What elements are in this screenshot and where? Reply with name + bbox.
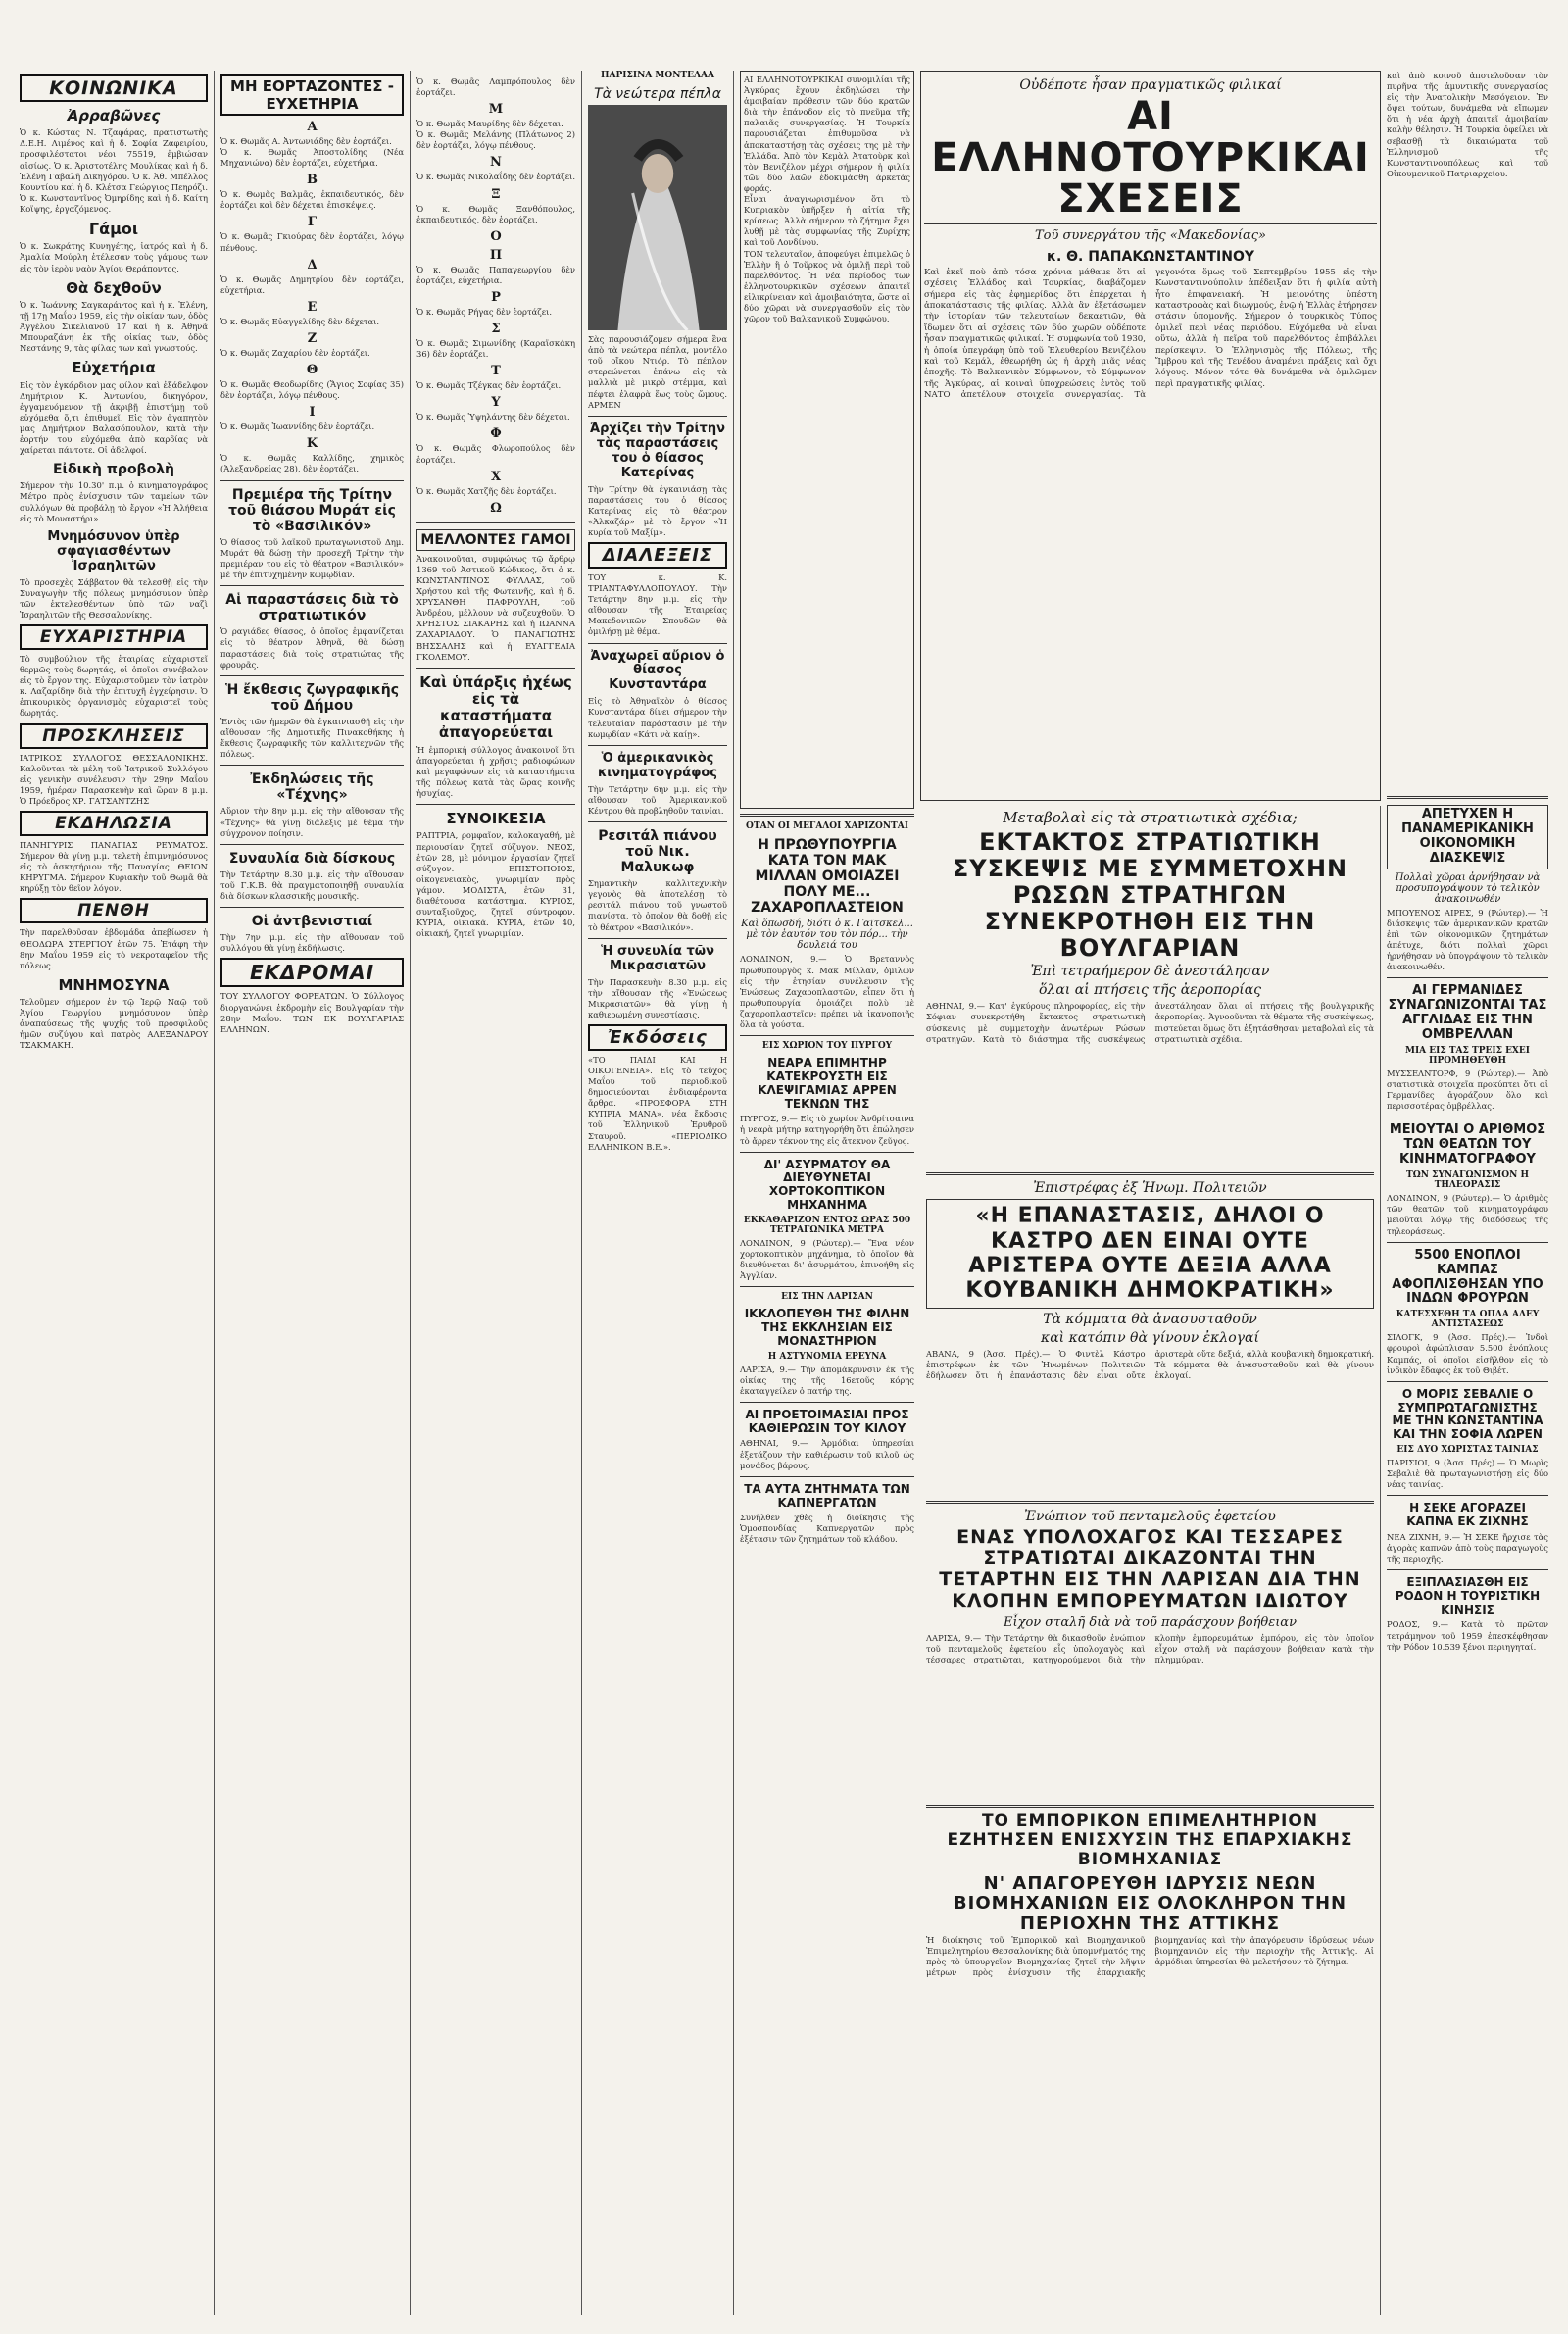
thanks-text: Εἰς τὸν ἐγκάρδιον μας φίλον καὶ ἐξάδελφον Δημήτριον Κ. Ἀντωνίου, δικηγόρον, ἐγγαμευόμενον τῇ ἀκριβῇ ἐπιστήμῃ τοῦ εὐχόμεθα ὅ,τι ἐπιθυμεῖ. Εἰς τὸν ἀγαπητὸν μας Δημήτριον Βαλασόπουλον, κατὰ τὴν ἐορτήν του εὐχόμεθα ἀπὸ καρδίας νὰ χαίρεται πάντοτε. Οἱ ἀδελφοί. <box>20 379 208 456</box>
larisa-title: ΙΚΚΛΟΠΕΥΘΗ ΤΗΣ ΦΙΛΗΝ ΤΗΣ ΕΚΚΛΗΣΙΑΝ ΕΙΣ ΜΟΝΑΣΤΗΡΙΟΝ <box>744 1307 910 1348</box>
letter-beta: Β <box>307 173 318 188</box>
castro-text: ΑΒΑΝΑ, 9 (Ἀσσ. Πρές).— Ὁ Φιντὲλ Κάστρο ἐπιστρέφων ἐκ τῶν Ἡνωμένων Πολιτειῶν ἐδήλωσεν ὅτι ἡ ἐπανάστασις δὲν εἶναι οὔτε ἀριστερὰ οὔτε δεξιά, ἀλλὰ κουβανικὴ δημοκρατική. Τὰ κόμματα θὰ ἀνασυσταθοῦν καὶ θὰ γίνουν ἐκλογαί. <box>926 1348 1374 1380</box>
asia-minor-title: Ἡ συνευλία τῶν Μικρασιατῶν <box>601 943 714 973</box>
khampa-subtitle: ΚΑΤΕΣΧΕΘΗ ΤΑ ΟΠΛΑ ΑΛΕΥ ΑΝΤΙΣΤΑΣΕΩΣ <box>1396 1310 1540 1330</box>
industry-headline: ΤΟ ΕΜΠΟΡΙΚΟΝ ΕΠΙΜΕΛΗΤΗΡΙΟΝ ΕΖΗΤΗΣΕΝ ΕΝΙΣΧΥΣΙΝ ΤΗΣ ΕΠΑΡΧΙΑΚΗΣ ΒΙΟΜΗΧΑΝΙΑΣ <box>947 1811 1353 1870</box>
non-celebrants-title: ΜΗ ΕΟΡΤΑΖΟΝΤΕΣ - ΕΥΧΕΤΗΡΙΑ <box>220 74 404 116</box>
entry: Ὁ κ. Θωμᾶς Μαυρίδης δὲν δέχεται. <box>416 119 564 129</box>
invitations-title: ΠΡΟΣΚΛΗΣΕΙΣ <box>20 723 208 749</box>
events-text: ΠΑΝΗΓΥΡΙΣ ΠΑΝΑΓΙΑΣ ΡΕΥΜΑΤΟΣ. Σήμερον θὰ γίνῃ μ.μ. τελετὴ ἐπιμνημόσυνος εἰς τὸ ἀσκητήριον τῆς Παναγίας. ΘΕΙΟΝ ΚΗΡΥΓΜΑ. Σήμερον Κυριακὴν τοῦ Θωμᾶ θὰ κηρύξῃ τὸν θεῖον λόγον. <box>20 839 208 894</box>
receptions-text: Ὁ κ. Ἰωάννης Σαγκαράντος καὶ ἡ κ. Ἐλένη, τῇ 17ῃ Μαΐου 1959, εἰς τὴν οἰκίαν των, ὁδὸς Ἀγγέλου Σικελιανοῦ 17 καὶ ἡ κ. Ἀθηνᾶ Μπουραζάνη ἐκ τῆς οἰκίας των, ὁδὸς Νεστάνης 9, τὰς φίλας των καὶ γνωστούς. <box>20 299 208 354</box>
macmillan-subtitle: Καὶ ὅπωσδή, διότι ὁ κ. Γαϊτσκελ... μὲ τὸν ἑαυτόν του τὸν πόρ... τὴν δουλειά του <box>741 919 913 952</box>
castro-sub-1: Τὰ κόμματα θὰ ἀνασυσταθοῦν <box>1043 1311 1257 1327</box>
noise-ban-title: Καὶ ὑπάρξις ἠχέως εἰς τὰ καταστήματα ἀπαγορεύεται <box>419 672 572 742</box>
engagements-text: Ὁ κ. Κώστας Ν. Τζαφάρας, πρατιστωτὴς Δ.Ε.Η. Λιμένος καὶ ἡ δ. Σοφία Ζαφειρίου, προσφιλέστατοι νέοι 75519, ἐμβιώσαν αἰσίως. Ὁ κ. Ἀριστοτέλης Μουλίκας καὶ ἡ δ. Ἑλένη Γαβαλῆ Δικηγόρου. Ὁ κ. Ἀθ. Μπέλλος Κουντίου καὶ ἡ δ. Κλέτσα Γεώργιος Πεηρόζι. Ὁ κ. Κωνσταντῖνος Ὀμηρίδης καὶ ἡ δ. Καίτη Κοϊψης, ἐργαζόμενος. <box>20 127 208 214</box>
intro-text: ΑΙ ΕΛΛΗΝΟΤΟΥΡΚΙΚΑΙ συνομιλίαι τῆς Ἀγκύρας ἔχουν ἐκδηλώσει τὴν ἀμοιβαίαν πρόθεσιν τῶν δύο κρατῶν διὰ τὴν ἐπάνοδον εἰς τὸ πνεῦμα τῆς παλαιᾶς συνεργασίας. Ἡ Τουρκία παρουσιάζεται ἐπιθυμοῦσα νὰ ἀποκαταστήσῃ τὰς σχέσεις της μὲ τὴν Ἑλλάδα. Ἀπὸ τὸν Κεμὰλ Ἀτατοὺρκ καὶ τὸν Βενιζέλον μέχρι σήμερον ἡ φιλία τῶν δύο λαῶν ἐδοκιμάσθη ἀρκετάς φοράς. <box>744 74 910 193</box>
departure-text: Εἰς τὸ Ἀθηναϊκὸν ὁ θίασος Κυνσταντάρα δίνει σήμερον τὴν τελευταίαν παράστασιν μὲ τὴν κωμῳδίαν «Κάτι νὰ καίῃ». <box>588 696 727 739</box>
entry: Ὁ κ. Θωμᾶς Ρήγας δὲν ἑορτάζει. <box>416 306 553 317</box>
entry: Ὁ κ. Θωμᾶς Τζέγκας δὲν ἑορτάζει. <box>416 380 562 391</box>
exhibition-text: Ἐντὸς τῶν ἡμερῶν θὰ ἐγκαινιασθῇ εἰς τὴν αἴθουσαν τῆς Δημοτικῆς Πινακοθήκης ἡ ἔκθεσις ζωγραφικῆς τῶν καλλιτεχνῶν τῆς πόλεως. <box>220 716 404 760</box>
entry: Ὁ κ. Θωμᾶς Θεοδωρίδης (Ἅγιος Σοφίας 35) δὲν ἑορτάζει, λόγῳ πένθους. <box>220 379 404 401</box>
recital-text: Σημαντικὴν καλλιτεχνικὴν γεγονὸς θὰ ἀποτελέσῃ τὸ ρεσιτάλ πιάνου τοῦ γνωστοῦ πιανίστα, τὸ ὁποῖον θὰ δοθῇ εἰς τὸ θέατρον «Βασιλικόν». <box>588 878 727 932</box>
memorials-title: ΜΝΗΜΟΣΥΝΑ <box>58 975 170 994</box>
entry: Ὁ κ. Θωμᾶς Νικολαΐδης δὲν ἑορτάζει. <box>416 172 575 182</box>
cinema-text: ΛΟΝΔΙΝΟΝ, 9 (Ρώυτερ).— Ὁ ἀριθμὸς τῶν θεατῶν τοῦ κινηματογράφου μειοῦται λόγῳ τῆς διαδόσεως τῆς τηλεοράσεως. <box>1387 1193 1548 1236</box>
thanks-title: Εὐχετήρια <box>72 359 156 377</box>
umbrella-subtitle: ΜΙΑ ΕΙΣ ΤΑΣ ΤΡΕΙΣ ΕΧΕΙ ΠΡΟΜΗΘΕΥΘΗ <box>1405 1046 1530 1067</box>
excursions-text: ΤΟΥ ΣΥΛΛΟΓΟΥ ΦΟΡΕΑΤΩΝ. Ὁ Σύλλογος διοργανώνει ἐκδρομὴν εἰς Βουλγαρίαν τὴν 28ην Μαΐου. ΤΩΝ ΕΚ ΒΟΥΛΓΑΡΙΑΣ ΕΛΛΗΝΩΝ. <box>220 991 404 1034</box>
letter-upsilon: Υ <box>491 395 501 411</box>
entry: Ὁ κ. Θωμᾶς Ξανθόπουλος, ἐκπαιδευτικός, δὲν ἑορτάζει. <box>416 203 575 224</box>
kilo-title: ΑΙ ΠΡΟΕΤΟΙΜΑΣΙΑΙ ΠΡΟΣ ΚΑΘΙΕΡΩΣΙΝ ΤΟΥ ΚΙΛΟΥ <box>745 1407 909 1435</box>
letter-nu: Ν <box>490 155 502 171</box>
trial-headline: ΕΝΑΣ ΥΠΟΛΟΧΑΓΟΣ ΚΑΙ ΤΕΣΣΑΡΕΣ ΣΤΡΑΤΙΩΤΑΙ ΔΙΚΑΖΟΝΤΑΙ ΤΗΝ ΤΕΤΑΡΤΗΝ ΕΙΣ ΤΗΝ ΛΑΡΙΣΑΝ ΔΙΑ ΤΗΝ ΚΛΟΠΗΝ ΕΜΠΟΡΕΥΜΑΤΩΝ ΙΔΙΩΤΟΥ <box>939 1525 1361 1613</box>
letter-omega: Ω <box>490 500 502 516</box>
larisa-kicker: ΕΙΣ ΤΗΝ ΛΑΡΙΣΑΝ <box>781 1292 873 1303</box>
soldiers-text: Ὁ ραγιάδες θίασος, ὁ ὁποῖος ἐμφανίζεται εἰς τὸ θέατρον Ἀθηνᾶ, θὰ δώσῃ παραστάσεις διὰ τοὺς στρατιώτας τῆς φρουρᾶς. <box>220 626 404 670</box>
concert-text: Τὴν Τετάρτην 8.30 μ.μ. εἰς τὴν αἴθουσαν τοῦ Γ.Κ.Β. θὰ πραγματοποιηθῇ συναυλία διὰ δίσκων κλασσικῆς μουσικῆς. <box>220 869 404 902</box>
adventists-text: Τὴν 7ην μ.μ. εἰς τὴν αἴθουσαν τοῦ συλλόγου θὰ γίνῃ ἐκδήλωσις. <box>220 932 404 954</box>
lectures-title: ΔΙΑΛΕΞΕΙΣ <box>588 542 727 569</box>
greek-turkish-intro <box>740 71 914 809</box>
entry: Ὁ κ. Θωμᾶς Ἰωαννίδης δὲν ἑορτάζει. <box>220 422 375 432</box>
social-section-title: ΚΟΙΝΩΝΙΚΑ <box>20 74 208 102</box>
mourning-text: Τὴν παρελθοῦσαν ἐβδομάδα ἀπεβίωσεν ἡ ΘΕΟΔΩΡΑ ΣΤΕΡΓΙΟΥ ἐτῶν 75. Ἐτάφη τὴν 8ην Μαΐου 1959 εἰς τὸ νεκροταφεῖον τῆς πόλεως. <box>20 927 208 970</box>
trial-kicker: Ἐνώπιον τοῦ πενταμελοῦς ἐφετείου <box>1024 1508 1276 1524</box>
letter-epsilon: Ε <box>307 299 318 315</box>
entry: Ὁ κ. Θωμᾶς Ζαχαρίου δὲν ἑορτάζει. <box>220 347 370 358</box>
chevalier-title: Ο ΜΟΡΙΣ ΣΕΒΑΛΙΕ Ο ΣΥΜΠΡΩΤΑΓΩΝΙΣΤΗΣ ΜΕ ΤΗΝ ΚΩΝΣΤΑΝΤΙΝΑ ΚΑΙ ΤΗΝ ΣΟΦΙΑ ΛΩΡΕΝ <box>1392 1386 1544 1442</box>
castro-headline: «Η ΕΠΑΝΑΣΤΑΣΙΣ, ΔΗΛΟΙ Ο ΚΑΣΤΡΟ ΔΕΝ ΕΙΝΑΙ ΟΥΤΕ ΑΡΙΣΤΕΡΑ ΟΥΤΕ ΔΕΞΙΑ ΑΛΛΑ ΚΟΥΒΑΝΙΚΗ ΔΗΜΟΚΡΑΤΙΚΗ» <box>926 1199 1374 1308</box>
letter-theta: Θ <box>306 363 318 378</box>
column-social <box>14 71 215 2315</box>
letter-mu: Μ <box>488 102 504 118</box>
events-title: ΕΚΔΗΛΩΣΙΑ <box>20 811 208 836</box>
techni-title: Ἐκδηλώσεις τῆς «Τέχνης» <box>250 771 374 804</box>
intro-lower-text: ΤΟΝ τελευταῖον, ἀποφεύγει ἐπιμελῶς ὁ Ἑλλὴν ἢ ὁ Τοῦρκος νὰ ὁμιλῇ περὶ τοῦ παρελθόντος. Ἡ νέα περίοδος τῶν ἑλληνοτουρκικῶν σχέσεων ἀπαιτεῖ εἰλικρίνειαν καὶ ἀμοιβαιότητα, ὥστε αἱ δύο χῶραι νὰ συνεργασθοῦν εἰς τὸν χῶρον τοῦ Βαλκανικοῦ Συμφώνου. <box>744 248 910 324</box>
trial-text: ΛΑΡΙΣΑ, 9.— Τὴν Τετάρτην θὰ δικασθοῦν ἐνώπιον τοῦ πενταμελοῦς ἐφετείου εἷς ὑπολοχαγὸς καὶ τέσσαρες στρατιῶται, κατηγορούμενοι διὰ τὴν κλοπὴν ἐμπορευμάτων ἐμπόρου, εἰς τὸν ὁποῖον εἶχον σταλῆ νὰ παράσχουν βοήθειαν κατὰ τὴν πλημμύραν. <box>926 1632 1374 1665</box>
mourning-title: ΠΕΝΘΗ <box>20 898 208 923</box>
adventists-title: Οἱ ἀντβενιστιαί <box>251 914 373 930</box>
techni-text: Αὔριον τὴν 8ην μ.μ. εἰς τὴν αἴθουσαν τῆς «Τέχνης» θὰ γίνῃ διάλεξις μὲ θέμα τὴν σύγχρονον ποίησιν. <box>220 806 404 838</box>
soldiers-title: Αἱ παραστάσεις διὰ τὸ στρατιωτικόν <box>225 592 399 624</box>
premiere-title: Πρεμιέρα τῆς Τρίτην τοῦ θιάσου Μυράτ εἰς τὸ «Βασιλικόν» <box>228 486 396 534</box>
military-headline: ΕΚΤΑΚΤΟΣ ΣΤΡΑΤΙΩΤΙΚΗ ΣΥΣΚΕΨΙΣ ΜΕ ΣΥΜΜΕΤΟΧΗΝ ΡΩΣΩΝ ΣΤΡΑΤΗΓΩΝ ΣΥΝΕΚΡΟΤΗΘΗ ΕΙΣ ΤΗΝ ΒΟΥΛΓΑΡΙΑΝ <box>952 828 1348 962</box>
entry: Ὁ κ. Θωμᾶς Παπαγεωργίου δὲν ἑορτάζει, εὐχετήρια. <box>416 264 575 285</box>
umbrella-title: ΑΙ ΓΕΡΜΑΝΙΔΕΣ ΣΥΝΑΓΩΝΙΖΟΝΤΑΙ ΤΑΣ ΑΓΓΛΙΔΑΣ ΕΙΣ ΤΗΝ ΟΜΒΡΕΛΛΑΝ <box>1388 983 1547 1043</box>
main-headline: ΑΙ ΕΛΛΗΝΟΤΟΥΡΚΙΚΑΙ ΣΧΕΣΕΙΣ <box>924 96 1377 224</box>
letter-tau: Τ <box>491 364 501 379</box>
receptions-title: Θὰ δεχθοῦν <box>66 278 162 297</box>
letter-omicron: Ο <box>490 228 502 244</box>
khampa-text: ΣΙΛΟΓΚ, 9 (Ἀσσ. Πρές).— Ἰνδοὶ φρουροὶ ἀφώπλισαν 5.500 ἐνόπλους Καμπάς, οἱ ὁποῖοι εἰσῆλθον εἰς τὸ ἰνδικὸν ἔδαφος ἐκ τοῦ Θιβέτ. <box>1387 1332 1548 1375</box>
larisa-text: ΛΑΡΙΣΑ, 9.— Τὴν ἀπομάκρυνσιν ἐκ τῆς οἰκίας της τῆς 16ετοῦς κόρης ἐκαταγγείλεν ὁ πατήρ της. <box>740 1364 914 1396</box>
chevalier-text: ΠΑΡΙΣΙΟΙ, 9 (Ἀσσ. Πρές).— Ὁ Μωρὶς Σεβαλιὲ θὰ πρωταγωνιστήσῃ εἰς δύο νέας ταινίας. <box>1387 1457 1548 1490</box>
letter-pi: Π <box>489 247 503 263</box>
letter-gamma: Γ <box>307 215 318 230</box>
letter-kappa: Κ <box>306 436 318 452</box>
katerina-text: Τὴν Τρίτην θὰ ἐγκαινιάσῃ τὰς παραστάσεις του ὁ θίασος Κατερίνας εἰς τὸ θέατρον «Ἀλκαζάρ» μὲ τὸ ἔργον «Ἡ κυρία τοῦ Μαξίμ». <box>588 483 727 537</box>
kilo-text: ΑΘΗΝΑΙ, 9.— Ἀρμόδιαι ὑπηρεσίαι ἐξετάζουν τὴν καθιέρωσιν τοῦ κιλοῦ ὡς μονάδος βάρους. <box>740 1438 914 1470</box>
letter-xi: Ξ <box>491 186 501 202</box>
entry: Ὁ κ. Θωμᾶς Καλλίδης, χημικὸς (Ἀλεξανδρείας 28), δὲν ἑορτάζει. <box>220 453 404 474</box>
future-weddings-text: Ἀνακοινοῦται, συμφώνως τῷ ἄρθρῳ 1369 τοῦ Ἀστικοῦ Κώδικος, ὅτι ὁ κ. ΚΩΝΣΤΑΝΤΙΝΟΣ ΦΥΛΛΑΣ, τοῦ Χρήστου καὶ τῆς Φωτεινῆς, καὶ ἡ δ. ΧΡΥΣΑΝΘΗ ΠΑΦΡΟΥΛΗ, τοῦ Ἀνδρέου, μέλλουν νὰ συζευχθοῦν. Ὁ ΧΡΗΣΤΟΣ ΣΙΑΚΑΡΗΣ καὶ ἡ ΙΩΑΝΝΑ ΖΑΧΑΡΙΑΔΟΥ. Ὁ ΠΑΝΑΓΙΩΤΗΣ ΒΗΣΣΑΛΗΣ καὶ ἡ ΕΥΑΓΓΕΛΙΑ ΓΚΟΛΕΜΟΥ. <box>416 553 575 662</box>
concert-title: Συναυλία διὰ δίσκους <box>228 850 396 867</box>
main-byline-2: κ. Θ. ΠΑΠΑΚΩΝΣΤΑΝΤΙΝΟΥ <box>1047 249 1254 265</box>
trial-subtitle: Εἶχον σταλῆ διὰ νὰ τοῦ παράσχουν βοήθειαν <box>1003 1614 1297 1630</box>
entry: Ὁ κ. Θωμᾶς Ὑψηλάντης δὲν δέχεται. <box>416 412 570 422</box>
military-sub-2: ὅλαι αἱ πτήσεις τῆς ἀεροπορίας <box>1039 982 1261 999</box>
macmillan-text: ΛΟΝΔΙΝΟΝ, 9.— Ὁ Βρεταννὸς πρωθυπουργὸς κ. Μακ Μίλλαν, ὁμιλῶν εἰς τὴν ἐτησίαν συνέλευσιν τῆς Ἑνώσεως Ζαχαροπλαστῶν, εἶπεν ὅτι ἡ πρωθυπουργία ὁμοιάζει πολὺ μὲ ζαχαροπλαστεῖον: πρέπει νὰ ἱκανοποιῇς ὅλα τὰ γούστα. <box>740 954 914 1030</box>
asia-minor-text: Τὴν Παρασκευὴν 8.30 μ.μ. εἰς τὴν αἴθουσαν τῆς «Ἑνώσεως Μικρασιατῶν» θὰ γίνῃ ἡ καθιερωμένη συνεστίασις. <box>588 976 727 1019</box>
letter-zeta: Ζ <box>307 330 318 346</box>
mower-title: ΔΙ' ΑΣΥΡΜΑΤΟΥ ΘΑ ΔΙΕΥΘΥΝΕΤΑΙ ΧΟΡΤΟΚΟΠΤΙΚΟΝ ΜΗΧΑΝΗΜΑ <box>763 1157 891 1212</box>
weddings-text: Ὁ κ. Σωκράτης Κυνηγέτης, ἰατρός καὶ ἡ δ. Ἀμαλία Μούρλη ἐτέλεσαν τοὺς γάμους των εἰς τὸν ἱερὸν ναὸν Ἁγίου Θεράποντος. <box>20 241 208 273</box>
chevalier-subtitle: ΕΙΣ ΔΥΟ ΧΩΡΙΣΤΑΣ ΤΑΙΝΙΑΣ <box>1396 1444 1539 1455</box>
special-screening-text: Σήμερον τὴν 10.30' π.μ. ὁ κινηματογράφος Μέτρο πρὸς ἐνίσχυσιν τῶν ταμείων τῶν συλλόγων θὰ προβάλῃ τὸ ἔργον «Ἡ Ἀλήθεια εἰς τὸ Μοναστήρι». <box>20 480 208 523</box>
entry: Ὁ κ. Θωμᾶς Μελάνης (Πλάτωνος 2) δὲν ἑορτάζει, λόγῳ πένθους. <box>416 129 575 151</box>
panamerican-text: ΜΠΟΥΕΝΟΣ ΑΙΡΕΣ, 9 (Ρώυτερ).— Ἡ διάσκεψις τῶν ἀμερικανικῶν κρατῶν ἐπὶ τῶν οἰκονομικῶν ζητημάτων ἀπέτυχε, διότι πολλαὶ χῶραι ἠρνήθησαν νὰ ὑπογράψουν τὸ τελικὸν ἀνακοινωθέν. <box>1387 907 1548 972</box>
entry: Ὁ κ. Θωμᾶς Εὐαγγελίδης δὲν δέχεται. <box>220 316 380 326</box>
noise-ban-text: Ἡ ἐμπορικὴ σύλλογος ἀνακοινοῖ ὅτι ἀπαγορεύεται ἡ χρῆσις ραδιοφώνων καὶ μεγαφώνων εἰς τὰ καταστήματα τῆς πόλεως κατὰ τὰς ὥρας κοινῆς ἡσυχίας. <box>416 744 575 799</box>
umbrella-text: ΜΥΣΣΕΛΝΤΟΡΦ, 9 (Ρώυτερ).— Ἀπὸ στατιστικὰ στοιχεῖα προκύπτει ὅτι αἱ Γερμανίδες ἀγοράζουν ὅλο καὶ περισσοτέρας ὀμβρέλλας. <box>1387 1068 1548 1112</box>
zichni-title: Η ΣΕΚΕ ΑΓΟΡΑΖΕΙ ΚΑΠΝΑ ΕΚ ΖΙΧΝΗΣ <box>1406 1501 1529 1529</box>
weddings-title: Γάμοι <box>88 220 139 238</box>
entry: Ὁ κ. Θωμᾶς Ἀποστολίδης (Νέα Μηχανιώνα) δὲν ἑορτάζει, εὐχετήρια. <box>220 147 404 169</box>
bride-photo <box>588 105 727 330</box>
panamerican-subtitle: Πολλαὶ χῶραι ἀρνήθησαν νὰ προσυπογράψουν τὸ τελικὸν ἀνακοινωθέν <box>1395 871 1541 905</box>
entry: Ὁ κ. Θωμᾶς Σιμωνίδης (Καραϊσκάκη 36) δὲν ἑορτάζει. <box>416 338 575 360</box>
column-culture <box>582 71 734 2315</box>
recital-title: Ρεσιτάλ πιάνου τοῦ Νικ. Μαλυκωφ <box>598 827 717 876</box>
tobacco-text: Συνῆλθεν χθὲς ἡ διοίκησις τῆς Ὁμοσπονδίας Καπνεργατῶν πρὸς ἐξέτασιν τῶν ζητημάτων τοῦ κλάδου. <box>740 1513 914 1545</box>
military-kicker: Μεταβολαὶ εἰς τὰ στρατιωτικὰ σχέδια; <box>1003 809 1298 826</box>
rhodes-text: ΡΟΔΟΣ, 9.— Κατὰ τὸ πρῶτον τετράμηνον τοῦ 1959 ἐπεσκέφθησαν τὴν Ρόδον 10.539 ξένοι περιηγηταί. <box>1387 1619 1548 1652</box>
industry-headline-2: Ν' ΑΠΑΓΟΡΕΥΘΗ ΙΔΡΥΣΙΣ ΝΕΩΝ ΒΙΟΜΗΧΑΝΙΩΝ ΕΙΣ ΟΛΟΚΛΗΡΟΝ ΤΗΝ ΠΕΡΙΟΧΗΝ ΤΗΣ ΑΤΤΙΚΗΣ <box>953 1872 1348 1934</box>
letter-delta: Δ <box>307 257 318 273</box>
newspaper-page <box>14 71 1554 2325</box>
column-news-left <box>734 71 920 2315</box>
photo-kicker: ΠΑΡΙΣΙΝΑ ΜΟΝΤΕΛΑΑ <box>601 71 714 80</box>
main-byline-1: Τοῦ συνεργάτου τῆς «Μακεδονίας» <box>1034 228 1267 243</box>
entry: Ὁ κ. Θωμᾶς Βαλμᾶς, ἐκπαιδευτικός, δὲν ἑορτάζει καὶ δὲν δέχεται ἐπισκέψεις. <box>220 189 404 211</box>
entry: Ὁ κ. Θωμᾶς Γκιούρας δὲν ἑορτάζει, λόγῳ πένθους. <box>220 231 404 253</box>
military-sub-1: Ἐπὶ τετραήμερον δὲ ἀνεστάλησαν <box>1030 964 1270 980</box>
memorial-text: Τὸ προσεχὲς Σάββατον θὰ τελεσθῇ εἰς τὴν Συναγωγὴν τῆς πόλεως μνημόσυνον ὑπὲρ τῶν ἐκτελεσθέντων ὑπὸ τῶν ναζὶ Ἰσραηλιτῶν τῆς Θεσσαλονίκης. <box>20 576 208 620</box>
khampa-title: 5500 ΕΝΟΠΛΟΙ ΚΑΜΠΑΣ ΑΦΟΠΛΙΣΘΗΣΑΝ ΥΠΟ ΙΝΔΩΝ ΦΡΟΥΡΩΝ <box>1392 1247 1544 1307</box>
entry: Ὁ κ. Θωμᾶς Δημητρίου δὲν ἑορτάζει, εὐχετήρια. <box>220 273 404 295</box>
memorials-text: Τελοῦμεν σήμερον ἐν τῷ Ἱερῷ Ναῷ τοῦ Ἁγίου Γεωργίου μνημόσυνον ὑπὲρ ἀναπαύσεως τῆς ψυχῆς τοῦ προσφιλοῦς ἡμῶν συζύγου καὶ πατρὸς ΑΛΕΞΑΝΔΡΟΥ ΤΣΑΚΜΑΚΗ. <box>20 997 208 1051</box>
photo-title: Τὰ νεώτερα πέπλα <box>594 86 721 102</box>
memorial-title: Μνημόσυνον ὑπὲρ σφαγιασθέντων Ἰσραηλιτῶν <box>47 528 180 573</box>
excursions-title: ΕΚΔΡΟΜΑΙ <box>220 958 404 987</box>
engagements-title: Ἀρραβῶνες <box>67 107 161 124</box>
publications-title: Ἐκδόσεις <box>588 1024 727 1051</box>
cinema-subtitle: ΤΩΝ ΣΥΝΑΓΩΝΙΣΜΟΝ Η ΤΗΛΕΟΡΑΣΙΣ <box>1406 1170 1529 1191</box>
pyrgos-kicker: ΕΙΣ ΧΩΡΙΟΝ ΤΟΥ ΠΥΡΓΟΥ <box>761 1041 893 1052</box>
industry-text: Ἡ διοίκησις τοῦ Ἐμπορικοῦ καὶ Βιομηχανικοῦ Ἐπιμελητηρίου Θεσσαλονίκης διὰ ὑπομνήματός της πρὸς τὸ ὑπουργεῖον Βιομηχανίας ζητεῖ τὴν λῆψιν μέτρων πρὸς ἐνίσχυσιν τῆς ἐπαρχιακῆς βιομηχανίας καὶ τὴν ἀπαγόρευσιν ἱδρύσεως νέων βιομηχανιῶν εἰς τὴν περιοχὴν τῆς Ἀττικῆς. Αἱ ἀρμόδιαι ὑπηρεσίαι θὰ μελετήσουν τὸ ζήτημα. <box>926 1934 1374 1977</box>
letter-sigma: Σ <box>491 322 501 337</box>
american-cinema-title: Ὁ ἀμερικανικὸς κινηματογράφος <box>597 750 718 780</box>
mower-subtitle: ΕΚΚΑΘΑΡΙΖΟΝ ΕΝΤΟΣ ΩΡΑΣ 500 ΤΕΤΡΑΓΩΝΙΚΑ ΜΕΤΡΑ <box>743 1215 911 1235</box>
publications-text: «ΤΟ ΠΑΙΔΙ ΚΑΙ Η ΟΙΚΟΓΕΝΕΙΑ». Εἰς τὸ τεῦχος Μαΐου τοῦ περιοδικοῦ δημοσιεύονται ἐνδιαφέροντα ἄρθρα. «ΠΡΟΣΦΟΡΑ ΣΤΗ ΚΥΠΡΙΑ ΜΑΝΑ», νέα ἔκδοσις τοῦ Ἐλληνικοῦ Ἐρυθροῦ Σταυροῦ. «ΠΕΡΙΟΔΙΚΟ ΕΛΛΗΝΙΚΟΝ Β.Ε.». <box>588 1054 727 1152</box>
entry: Ὁ κ. Θωμᾶς Λαμπρόπουλος δὲν ἑορτάζει. <box>416 76 575 98</box>
matrimonial-title: ΣΥΝΟΙΚΕΣΙΑ <box>446 810 546 828</box>
photo-text: Σὰς παρουσιάζομεν σήμερα ἓνα ἀπὸ τὰ νεώτερα πέπλα, μοντέλο τοῦ οἴκου Ντιόρ. Τὸ πέπλον στερεώνεται ἐπάνω εἰς τὰ μαλλιὰ μὲ μικρὸ στέμμα, καὶ πέφτει ἐλαφρὰ ἕως τοὺς ὤμους. ΑΡΜΕΝ <box>588 334 727 410</box>
mower-text: ΛΟΝΔΙΝΟΝ, 9 (Ρώυτερ).— Ἕνα νέον χορτοκοπτικὸν μηχάνημα, τὸ ὁποῖον θὰ διευθύνεται δι' ἀσυρμάτου, ἐπινοήθη εἰς Ἀγγλίαν. <box>740 1237 914 1281</box>
larisa-subtitle: Η ΑΣΤΥΝΟΜΙΑ ΕΡΕΥΝΑ <box>767 1351 887 1362</box>
gratitude-title: ΕΥΧΑΡΙΣΤΗΡΙΑ <box>20 624 208 650</box>
premiere-text: Ὁ θίασος τοῦ λαϊκοῦ πρωταγωνιστοῦ Δημ. Μυράτ θὰ δώσῃ τὴν προσεχῆ Τρίτην τὴν πρεμιέραν του εἰς τὸ θέατρον «Βασιλικόν» μὲ τὴν ἐπιτυχημένην κωμῳδίαν. <box>220 536 404 580</box>
entry: Ὁ κ. Θωμᾶς Χατζῆς δὲν ἑορτάζει. <box>416 485 557 496</box>
letter-rho: Ρ <box>491 289 501 305</box>
panamerican-title: ΑΠΕΤΥΧΕΝ Η ΠΑΝΑΜΕΡΙΚΑΝΙΚΗ ΟΙΚΟΝΟΜΙΚΗ ΔΙΑΣΚΕΨΙΣ <box>1387 805 1548 869</box>
zichni-text: ΝΕΑ ΖΙΧΝΗ, 9.— Ἡ ΣΕΚΕ ἤρχισε τὰς ἀγορὰς καπνῶν ἀπὸ τοὺς παραγωγοὺς τῆς περιοχῆς. <box>1387 1531 1548 1564</box>
macmillan-kicker: ΟΤΑΝ ΟΙ ΜΕΓΑΛΟΙ ΧΑΡΙΖΟΝΤΑΙ <box>746 821 908 831</box>
entry: Ὁ κ. Θωμᾶς Α. Ἀντωνιάδης δὲν ἑορτάζει. <box>220 136 392 146</box>
main-body: Καὶ ἐκεῖ ποὺ ἀπὸ τόσα χρόνια μάθαμε ὅτι αἱ σχέσεις Ἑλλάδος καὶ Τουρκίας, διαβάζομεν σήμερα εἰς τὰς ἐφημερίδας ὅτι ἐπέρχεται ἡ ἀποκατάστασις τῆς φιλίας. Ἀλλὰ ἂν ἐξετάσωμεν τὴν ἱστορίαν τῶν τελευταίων δεκαετιῶν, θὰ ἴδωμεν ὅτι αἱ σχέσεις τῶν δύο χωρῶν οὐδέποτε ἦσαν πραγματικῶς φιλικαί. Ἡ συμφωνία τοῦ 1930, ἡ ὁποία ὑπεγράφη ὑπὸ τοῦ Ἐλευθερίου Βενιζέλου καὶ τοῦ Κεμάλ, ἐθεωρήθη ὡς ἡ ἀρχὴ μιᾶς νέας ἐποχῆς. Τὸ Βαλκανικὸν Σύμφωνον, τὸ Σύμφωνον τῆς Ἀγκύρας, αἱ κοιναὶ ὑποχρεώσεις ἐντὸς τοῦ ΝΑΤΟ ἀπετέλουν στοιχεῖα συνεργασίας. Τὰ γεγονότα ὅμως τοῦ Σεπτεμβρίου 1955 εἰς τὴν Κωνσταντινούπολιν ἀπέδειξαν ὅτι ἡ φιλία αὐτὴ ἦτο ἐπιφανειακή. Ἡ μειονότης ὑπέστη καταστροφὰς καὶ διωγμούς, ἐνῷ ἡ Ἑλλὰς ἐτήρησεν στάσιν ὑπομονῆς. Σήμερον ὁ τουρκικὸς Τύπος ὁμιλεῖ περὶ νέας περιόδου. Εὐχόμεθα νὰ εἶναι οὕτω, ἀλλὰ ἡ πεῖρα τοῦ παρελθόντος ἐπιβάλλει περίσκεψιν. Ὁ Ἑλληνισμὸς τῆς Πόλεως, τῆς Ἴμβρου καὶ τῆς Τενέδου ἀναμένει πράξεις καὶ ὄχι λόγους. Μόνον τότε θὰ δυνάμεθα νὰ ὁμιλῶμεν περὶ πραγματικῆς φιλίας. <box>924 268 1377 400</box>
column-right <box>1381 71 1554 2315</box>
intro-mid-text: Εἶναι ἀναγνωρισμένον ὅτι τὸ Κυπριακὸν ὑπῆρξεν ἡ αἰτία τῆς κρίσεως. Ἀλλὰ σήμερον τὸ ζήτημα ἔχει λυθῇ μὲ τὰς συμφωνίας τῆς Ζυρίχης καὶ τοῦ Λονδίνου. <box>744 194 910 248</box>
cinema-title: ΜΕΙΟΥΤΑΙ Ο ΑΡΙΘΜΟΣ ΤΩΝ ΘΕΑΤΩΝ ΤΟΥ ΚΙΝΗΜΑΤΟΓΡΑΦΟΥ <box>1389 1122 1546 1167</box>
column-non-celebrants <box>215 71 411 2315</box>
castro-kicker: Ἐπιστρέφας ἐξ Ἡνωμ. Πολιτειῶν <box>1033 1180 1267 1197</box>
lectures-text: ΤΟΥ κ. Κ. ΤΡΙΑΝΤΑΦΥΛΛΟΠΟΥΛΟΥ. Τὴν Τετάρτην 8ην μ.μ. εἰς τὴν αἴθουσαν τῆς Ἑταιρείας Μακεδονικῶν Σπουδῶν θὰ ὁμιλήσῃ μὲ θέμα. <box>588 571 727 637</box>
main-article <box>920 71 1381 801</box>
pyrgos-text: ΠΥΡΓΟΣ, 9.— Εἰς τὸ χωρίον Ἀνδρίτσαινα ἡ νεαρὰ μήτηρ κατηγορήθη ὅτι ἐπώλησεν τὸ ἄρρεν τέκνον της εἰς ἄτεκνον ζεῦγος. <box>740 1114 914 1146</box>
castro-sub-2: καὶ κατόπιν θὰ γίνουν ἐκλογαί <box>1041 1329 1259 1346</box>
departure-title: Ἀναχωρεῖ αὔριον ὁ θίασος Κυνσταντάρα <box>590 648 725 693</box>
bride-illustration-icon <box>588 105 727 330</box>
letter-phi: Φ <box>490 426 502 442</box>
column-non-celebrants-cont <box>411 71 582 2315</box>
invitations-text: ΙΑΤΡΙΚΟΣ ΣΥΛΛΟΓΟΣ ΘΕΣΣΑΛΟΝΙΚΗΣ. Καλοῦνται τὰ μέλη τοῦ Ἰατρικοῦ Συλλόγου εἰς γενικὴν συνέλευσιν τὴν 29ην Μαΐου 1959, ἡμέραν Παρασκευὴν καὶ ὥραν 8 μ.μ. Ὁ Πρόεδρος ΧΡ. ΓΑΤΣΑΝΤΖΗΣ <box>20 752 208 806</box>
rhodes-title: ΕΞΙΠΛΑΣΙΑΣΘΗ ΕΙΣ ΡΟΔΟΝ Η ΤΟΥΡΙΣΤΙΚΗ ΚΙΝΗΣΙΣ <box>1395 1575 1541 1616</box>
macmillan-title: Η ΠΡΩΘΥΠΟΥΡΓΙΑ ΚΑΤΑ ΤΟΝ ΜΑΚ ΜΙΛΛΑΝ ΟΜΟΙΑΖΕΙ ΠΟΛΥ ΜΕ... ΖΑΧΑΡΟΠΛΑΣΤΕΙΟΝ <box>751 837 904 917</box>
future-weddings-title: ΜΕΛΛΟΝΤΕΣ ΓΑΜΟΙ <box>416 529 575 551</box>
lower-news <box>920 806 1381 2315</box>
pyrgos-title: ΝΕΑΡΑ ΕΠΙΜΗΤΗΡ ΚΑΤΕΚΡΟΥΣΤΗ ΕΙΣ ΚΛΕΨΙΓΑΜΙΑΣ ΑΡΡΕΝ ΤΕΚΝΩΝ ΤΗΣ <box>758 1056 897 1111</box>
special-screening-title: Εἰδικὴ προβολὴ <box>52 462 175 478</box>
main-kicker: Οὐδέποτε ἦσαν πραγματικῶς φιλικαί <box>1019 77 1282 93</box>
katerina-title: Ἀρχίζει τὴν Τρίτην τὰς παραστάσεις του ὁ θίασος Κατερίνας <box>590 421 725 480</box>
letter-chi: Χ <box>490 469 502 484</box>
matrimonial-text: ΡΑΠΤΡΙΑ, ρομφαῖον, καλοκαγαθή, μὲ περιουσίαν ζητεῖ σύζυγον. ΝΕΟΣ, ἐτῶν 28, μὲ μόνιμον ἐργασίαν ζητεῖ σύζυγον. ΕΠΙΣΤΟΠΟΙΟΣ, οἰκογενειακὸς, γνωριμίαν πρὸς γάμον. ΜΟΔΙΣΤΑ, ἐτῶν 31, διαθέτουσα κατάστημα. ΚΥΡΙΟΣ, συνταξιοῦχος, ζητεῖ σύντροφον. ΚΥΡΙΑ, οἰκιακά. ΚΥΡΙΑ, ἐτῶν 40, οἰκιακή, ζητεῖ γνωριμίαν. <box>416 830 575 939</box>
tobacco-title: ΤΑ ΑΥΤΑ ΖΗΤΗΜΑΤΑ ΤΩΝ ΚΑΠΝΕΡΓΑΤΩΝ <box>744 1481 910 1510</box>
letter-iota: Ι <box>309 405 316 421</box>
entry: Ὁ κ. Θωμᾶς Φλωροπούλος δὲν ἑορτάζει. <box>416 443 575 465</box>
continuation-text: καὶ ἀπὸ κοινοῦ ἀποτελοῦσαν τὸν πυρῆνα τῆς ἀμυντικῆς συνεργασίας εἰς τὴν Ἀνατολικὴν Μεσόγειον. Ἐν ὄψει τούτων, δυνάμεθα νὰ εἴπωμεν ὅτι ἡ νέα ἀρχὴ ἀπαιτεῖ ἀμοιβαίαν καλὴν θέλησιν. Ἡ Τουρκία ὀφείλει νὰ σεβασθῇ τὰ δικαιώματα τοῦ Ἑλληνισμοῦ τῆς Κωνσταντινουπόλεως καὶ τοῦ Οἰκουμενικοῦ Πατριαρχείου. <box>1387 71 1548 178</box>
american-cinema-text: Τὴν Τετάρτην 6ην μ.μ. εἰς τὴν αἴθουσαν τοῦ Ἀμερικανικοῦ Κέντρου θὰ προβληθοῦν ταινίαι. <box>588 783 727 816</box>
exhibition-title: Ἡ ἔκθεσις ζωγραφικῆς τοῦ Δήμου <box>224 681 400 714</box>
letter-alpha: Α <box>307 120 318 134</box>
military-text: ΑΘΗΝΑΙ, 9.— Κατ' ἐγκύρους πληροφορίας, εἰς τὴν Σόφιαν συνεκροτήθη ἔκτακτος στρατιωτικὴ σύσκεψις μὲ συμμετοχὴν ἀνωτέρων Ρώσων στρατηγῶν. Κατὰ τὸ διάστημα τῆς συσκέψεως ἀνεστάλησαν ὅλαι αἱ πτήσεις τῆς βουλγαρικῆς ἀεροπορίας. Ἀγνοοῦνται τὰ θέματα τῆς συσκέψεως, πιστεύεται ὅμως ὅτι ἐξητάσθησαν μεταβολαὶ εἰς τὰ στρατιωτικὰ σχέδια. <box>926 1001 1374 1044</box>
gratitude-text: Τὸ συμβούλιον τῆς ἑταιρίας εὐχαριστεῖ θερμῶς τοὺς δωρητάς, οἱ ὁποῖοι συνέβαλον εἰς τὸ ἔργον της. Εὐχαριστοῦμεν τὸν ἰατρὸν κ. Λαζαρίδην διὰ τὴν ἐπιτυχῆ ἐγχείρησιν. Ὁ ἐπικουρικὸς ὀργανισμὸς εὐχαριστεῖ τοὺς δωρητάς. <box>20 653 208 719</box>
